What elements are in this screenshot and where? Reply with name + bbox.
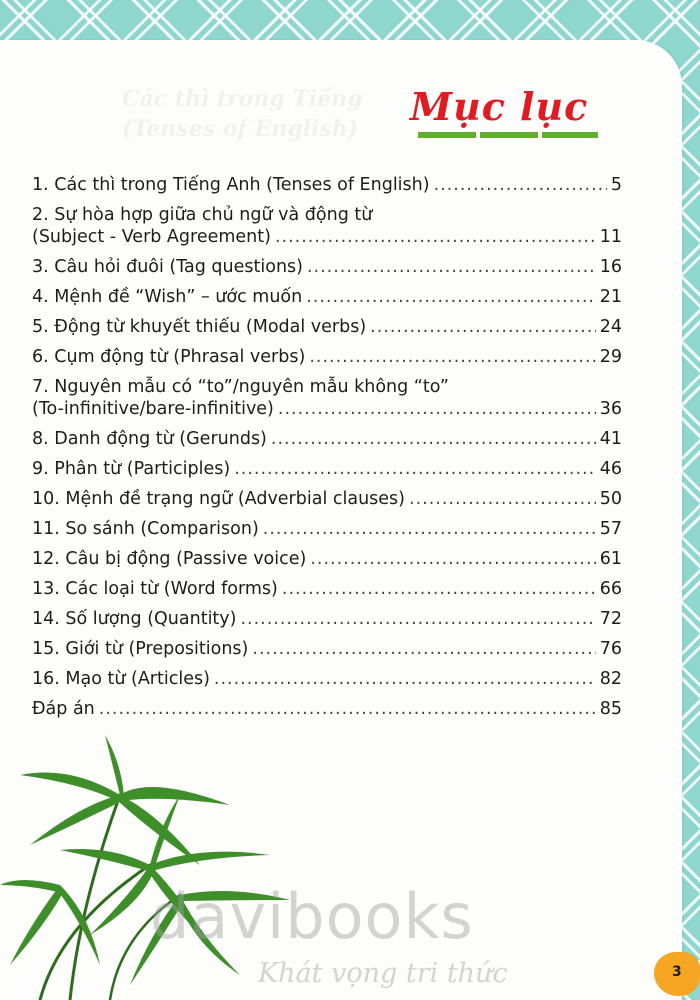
toc-entry-title: 1. Các thì trong Tiếng Anh (Tenses of English) bbox=[32, 175, 430, 195]
toc-entry-title: 16. Mạo từ (Articles) bbox=[32, 669, 210, 689]
leader-dots bbox=[263, 518, 596, 540]
leader-dots bbox=[370, 316, 596, 338]
toc-entry-page: 76 bbox=[599, 639, 622, 659]
toc-entry[interactable] bbox=[32, 518, 622, 540]
toc-entry-title: (To-infinitive/bare-infinitive) bbox=[32, 399, 274, 419]
toc-entry[interactable] bbox=[32, 698, 622, 720]
toc-entry-page: 46 bbox=[599, 459, 622, 479]
toc-entry[interactable] bbox=[32, 458, 622, 480]
toc-entry-page: 85 bbox=[599, 699, 622, 719]
toc-entry[interactable] bbox=[32, 316, 622, 338]
toc-entry[interactable] bbox=[32, 346, 622, 368]
leader-dots bbox=[409, 488, 596, 510]
toc-entry[interactable] bbox=[32, 578, 622, 600]
leader-dots bbox=[307, 256, 596, 278]
toc-entry-page: 66 bbox=[599, 579, 622, 599]
leader-dots bbox=[309, 346, 595, 368]
toc-entry-title: (Subject - Verb Agreement) bbox=[32, 227, 271, 247]
toc-entry-page: 41 bbox=[599, 429, 622, 449]
table-of-contents bbox=[32, 174, 622, 728]
watermark-slogan: Khát vọng tri thức bbox=[258, 958, 508, 989]
toc-entry-title: 14. Số lượng (Quantity) bbox=[32, 609, 237, 629]
toc-entry-title: 13. Các loại từ (Word forms) bbox=[32, 579, 278, 599]
toc-entry-title-line1: 7. Nguyên mẫu có “to”/nguyên mẫu không “to” bbox=[32, 377, 449, 397]
toc-entry-title: 4. Mệnh đề “Wish” – ước muốn bbox=[32, 287, 303, 307]
toc-entry-title: 5. Động từ khuyết thiếu (Modal verbs) bbox=[32, 317, 367, 337]
leader-dots bbox=[275, 226, 596, 248]
leader-dots bbox=[240, 608, 595, 630]
title-underline bbox=[418, 132, 598, 138]
toc-entry-title-line1: 2. Sự hòa hợp giữa chủ ngữ và động từ bbox=[32, 205, 373, 225]
toc-entry-page: 11 bbox=[599, 227, 622, 247]
toc-entry[interactable] bbox=[32, 548, 622, 570]
page-title: Mục lục bbox=[410, 84, 589, 129]
leader-dots bbox=[282, 578, 596, 600]
toc-entry[interactable] bbox=[32, 608, 622, 630]
leader-dots bbox=[278, 398, 596, 420]
toc-entry-title: 3. Câu hỏi đuôi (Tag questions) bbox=[32, 257, 303, 277]
ghost-line-1: Các thì trong Tiếng bbox=[122, 86, 363, 112]
toc-entry-page: 21 bbox=[599, 287, 622, 307]
watermark-logo: davibooks bbox=[150, 880, 474, 953]
toc-entry-title: 6. Cụm động từ (Phrasal verbs) bbox=[32, 347, 306, 367]
toc-entry-page: 16 bbox=[599, 257, 622, 277]
leader-dots bbox=[252, 638, 595, 660]
toc-entry-title: 15. Giới từ (Prepositions) bbox=[32, 639, 249, 659]
leader-dots bbox=[306, 286, 595, 308]
toc-entry-page: 82 bbox=[599, 669, 622, 689]
toc-entry-page: 57 bbox=[599, 519, 622, 539]
toc-entry-title: 12. Câu bị động (Passive voice) bbox=[32, 549, 307, 569]
toc-entry[interactable] bbox=[32, 376, 622, 420]
leader-dots bbox=[234, 458, 596, 480]
bleed-through-text bbox=[122, 84, 363, 144]
leader-dots bbox=[99, 698, 596, 720]
leader-dots bbox=[271, 428, 596, 450]
toc-entry[interactable] bbox=[32, 668, 622, 690]
palm-leaves-icon bbox=[0, 735, 300, 1000]
leader-dots bbox=[214, 668, 596, 690]
toc-entry-title: 8. Danh động từ (Gerunds) bbox=[32, 429, 267, 449]
leader-dots bbox=[434, 174, 607, 196]
toc-entry[interactable] bbox=[32, 488, 622, 510]
toc-entry-page: 36 bbox=[599, 399, 622, 419]
toc-entry[interactable] bbox=[32, 638, 622, 660]
toc-entry[interactable] bbox=[32, 428, 622, 450]
toc-entry-page: 50 bbox=[599, 489, 622, 509]
toc-entry[interactable] bbox=[32, 256, 622, 278]
page-number: 3 bbox=[672, 964, 682, 980]
ghost-line-2: (Tenses of English) bbox=[122, 116, 359, 142]
toc-entry[interactable] bbox=[32, 204, 622, 248]
toc-entry-page: 24 bbox=[599, 317, 622, 337]
toc-entry-page: 29 bbox=[599, 347, 622, 367]
toc-entry[interactable] bbox=[32, 286, 622, 308]
toc-entry-title: Đáp án bbox=[32, 699, 95, 719]
toc-entry-title: 9. Phân từ (Participles) bbox=[32, 459, 231, 479]
toc-entry[interactable] bbox=[32, 174, 622, 196]
toc-entry-title: 10. Mệnh đề trạng ngữ (Adverbial clauses) bbox=[32, 489, 406, 509]
toc-entry-page: 61 bbox=[599, 549, 622, 569]
toc-entry-page: 5 bbox=[610, 175, 622, 195]
toc-entry-page: 72 bbox=[599, 609, 622, 629]
toc-entry-title: 11. So sánh (Comparison) bbox=[32, 519, 259, 539]
leader-dots bbox=[310, 548, 595, 570]
